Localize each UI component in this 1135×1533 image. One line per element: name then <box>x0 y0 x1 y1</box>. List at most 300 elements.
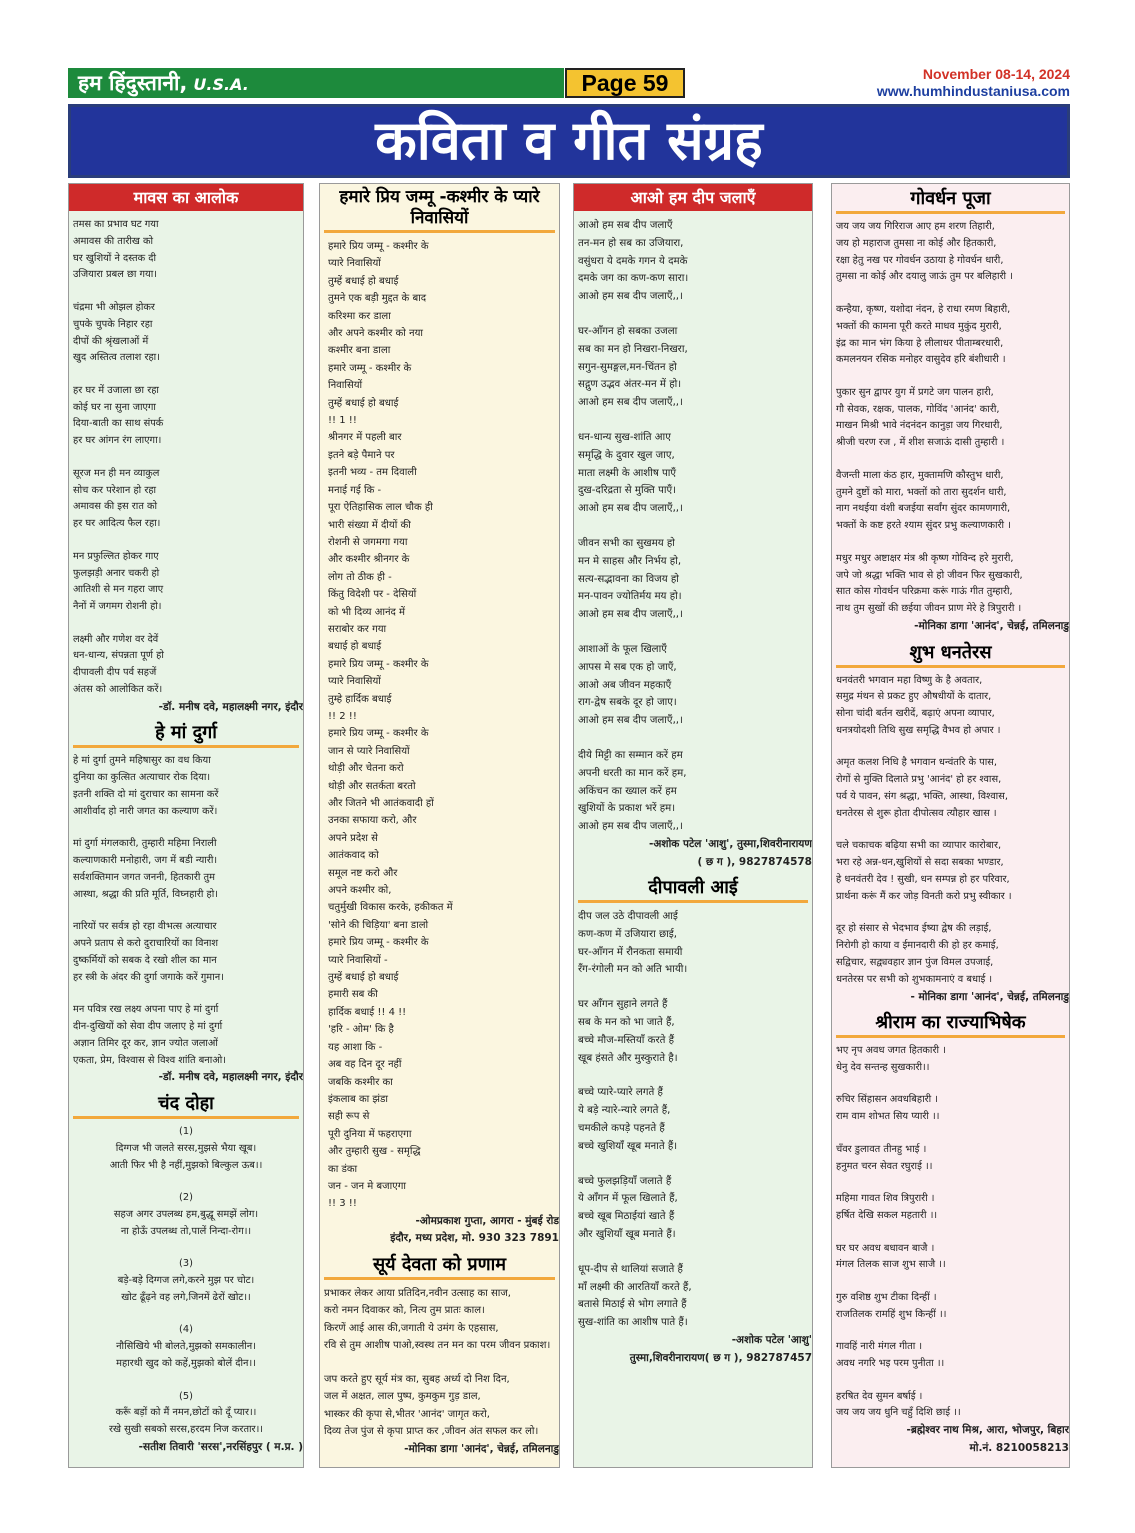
poem-line: आओ हम सब दीप जलाएँ,,। <box>578 821 683 833</box>
poem-line: भास्कर की कृपा से,भीतर 'आनंद' जागृत करो, <box>324 1408 490 1420</box>
poem-line: मन मे साहस और निर्भय हो, <box>578 555 682 567</box>
poem-title: मावस का आलोक <box>69 184 303 211</box>
poem-title: आओ हम दीप जलाएँ <box>574 184 812 211</box>
poem-line: सही रूप से <box>328 1111 370 1123</box>
poem-line: 'सोने की चिड़िया' बना डालो <box>328 919 429 931</box>
stanza-gap <box>73 284 299 300</box>
poem-line: को भी दिव्य आनंद में <box>328 606 406 618</box>
poem-line: दीन-दुखियों को सेवा दीप जलाए हे मां दुर्गा <box>73 1021 223 1033</box>
poem-line: दूर हो संसार से भेदभाव ईष्या द्वेष की लड़ाई, <box>836 923 992 935</box>
poem-title: चंद दोहा <box>73 1090 299 1119</box>
poem-line: प्यारे निवासियों <box>328 676 381 688</box>
poem-line: इंकलाब का झंडा <box>328 1093 388 1105</box>
poem-line: चमकीले कपड़े पहनते हैं <box>578 1123 665 1135</box>
poem-line: दुष्कर्मियों को सबक दे रखो शील का मान <box>73 954 217 966</box>
poem-line: (4) <box>179 1324 193 1336</box>
poem-line: यह आशा कि - <box>328 1041 383 1053</box>
poem-author: -ब्रह्मेश्वर नाथ मिश्र, आरा, भोजपुर, बिहार <box>906 1424 1069 1437</box>
poem-line: बतासे मिठाई से भोग लगाते हैं <box>578 1299 687 1311</box>
poem-line: जल में अक्षत, लाल पुष्प, कुमकुम गुड़ डाल, <box>324 1391 481 1403</box>
poem-body <box>574 908 812 1332</box>
poem-line: हमारे प्रिय जम्मू - कश्मीर के <box>328 937 429 949</box>
poem-line: निरोगी हो काया व ईमानदारी की हो हर कमाई, <box>836 940 999 952</box>
poem-line: प्रार्थना करूं मैं कर जोड़ विनती करो प्रभु स्वीकार । <box>836 890 1012 902</box>
brand-strip <box>68 68 564 98</box>
poem-line: धेनु देव सन्तन्ह सुखकारी।। <box>836 1061 930 1073</box>
poem-line: खोट ढूँढ़ने वह लगे,जिनमें ढेरों खोट।। <box>121 1291 251 1303</box>
poem-line: मन प्रफुल्लित होकर गाए <box>73 550 159 562</box>
poem-line: और तुम्हारी सुख - समृद्धि <box>328 1146 421 1158</box>
poem-line: (3) <box>179 1258 193 1270</box>
poem-line: सहज अगर उपलब्ध हम,बुद्धू समझें लोग। <box>113 1209 259 1220</box>
poem-shriram-rajyabhishek <box>832 1009 1069 1457</box>
poem-line: आपस मे सब एक हो जाएँ, <box>578 661 677 673</box>
poem-line: कन्हैया, कृष्ण, यशोदा नंदन, हे राधा रमण बिहारी, <box>836 303 1011 315</box>
poem-govardhan-puja <box>832 185 1069 636</box>
page-title: कविता व गीत संग्रह <box>68 104 1070 178</box>
poem-maavas <box>69 184 303 716</box>
poem-line: इतनी शक्ति दो मां दुराचार का सामना करें <box>73 789 219 801</box>
poem-line: प्यारे निवासियों <box>328 258 381 270</box>
poem-line: जय जय जय गिरिराज आए हम शरण तिहारी, <box>836 221 995 232</box>
poem-line: सात कोस गोवर्धन परिक्रमा करूं गाऊं गीत तुम्हारी, <box>836 586 1013 598</box>
poem-line: दुनिया का कुत्सित अत्याचार रोक दिया। <box>73 772 211 784</box>
poem-line: धूप-दीप से थालियां सजाते हैं <box>578 1263 683 1275</box>
stanza-gap <box>836 1323 1065 1339</box>
column-4 <box>831 183 1070 1468</box>
poem-line: खुद अस्तित्व तलाश रहा। <box>73 352 160 364</box>
poem-line: और कश्मीर श्रीनगर के <box>328 554 410 566</box>
poem-line: ये आँगन में फूल खिलाते हैं, <box>578 1193 678 1205</box>
poem-line: चुपके चुपके निहार रहा <box>73 318 153 330</box>
stanza-gap <box>836 1126 1065 1142</box>
stanza-gap <box>324 1355 555 1372</box>
poem-line: सब का मन हो निखरा-निखरा, <box>578 343 688 355</box>
poem-line: समुद्र मंथन से प्रकट हुए औषधीयों के दातार, <box>836 691 992 703</box>
poem-line: प्रभाकर लेकर आया प्रतिदिन,नवीन उत्साह का साज, <box>324 1287 511 1299</box>
poem-author: -सतीश तिवारी 'सरस',नरसिंहपुर ( म.प्र. ) <box>138 1441 303 1454</box>
poem-line: धनतेरस पर सभी को शुभकामनाएं व बधाई । <box>836 973 993 985</box>
poem-line: तुम्हे हार्दिक बधाई <box>328 693 392 705</box>
poem-line: भरा रहे अन्न-धन,खुशियों से सदा सबका भण्डार, <box>836 857 1004 869</box>
poem-line: लोग तो ठीक ही - <box>328 571 392 583</box>
poem-line: तमस का प्रभाव घट गया <box>73 219 159 230</box>
stanza-gap <box>578 306 808 323</box>
poem-line: रोगों से मुक्ति दिलाते प्रभु 'आनंद' हो हर श्वास, <box>836 774 1002 786</box>
poem-line: महारथी खुद को कहें,मुझको बोलें दीन।। <box>116 1358 256 1370</box>
poem-line: दिव्य तेज पुंज से कृपा प्राप्त कर ,जीवन अंत सफल कर लो। <box>324 1426 539 1438</box>
poem-line: रखे सुखी सबको सरस,हरदम निज करतार।। <box>108 1424 263 1436</box>
poem-line: आशीर्वाद हो नारी जगत का कल्याण करें। <box>73 805 218 817</box>
poem-line: सुख-शांति का आशीष पाते हैं। <box>578 1317 688 1329</box>
poem-author-phone: मो.नं. 8210058213 <box>969 1441 1069 1454</box>
poem-body <box>320 238 559 1213</box>
poem-line: अपनी धरती का मान करें हम, <box>578 767 687 779</box>
poem-line: धन-धान्य, संपन्नता पूर्ण हो <box>73 650 164 662</box>
poem-line: नाथ तुम सुखों की छईया जीवन प्राण मेरे हे त्रिपुरारी । <box>836 603 1022 615</box>
poem-line: जबकि कश्मीर का <box>328 1076 393 1088</box>
poem-line: सत्य-सद्भावना का विजय हो <box>578 573 679 585</box>
poem-line: समृद्धि के दुवार खुल जाए, <box>578 449 675 461</box>
poem-line: और जितने भी आतंकवादी हों <box>328 798 434 809</box>
poem-title: श्रीराम का राज्याभिषेक <box>836 1009 1065 1038</box>
poem-line: धनत्रयोदशी तिथि सुख समृद्धि वैभव हो अपार । <box>836 724 1001 736</box>
poem-body <box>832 673 1069 989</box>
poem-line: और खुशियाँ खूब मनाते हैं। <box>578 1229 676 1241</box>
poem-line: अमृत कलश निधि है भगवान धन्वंतरि के पास, <box>836 757 998 769</box>
poem-surya-devta <box>320 1251 559 1458</box>
stanza-gap <box>73 367 299 383</box>
poem-line: धन-धान्य सुख-शांति आए <box>578 431 671 443</box>
stanza-gap <box>578 1156 808 1173</box>
poem-line: राग-द्वेष सबके दूर हो जाए। <box>578 697 677 709</box>
poem-title: हमारे प्रिय जम्मू -कश्मीर के प्यारे निवासियों <box>324 186 555 233</box>
poem-line: श्रीजी चरण रज , में शीश सजाऊं दासी तुम्हारी । <box>836 437 1005 449</box>
poem-line: माखन मिश्री भावे नंदनंदन कानुड़ा जय गिरधारी, <box>836 420 1003 432</box>
poem-line: इतने बड़े पैमाने पर <box>328 449 395 461</box>
stanza-gap <box>836 1373 1065 1389</box>
poem-title: शुभ धनतेरस <box>836 639 1065 668</box>
poem-line: करिश्मा कर डाला <box>328 310 391 322</box>
poem-line: चंद्रमा भी ओझल होकर <box>73 301 155 313</box>
poem-line: रँग-रंगोली मन को अति भायी। <box>578 964 688 976</box>
poem-line: सोना चांदी बर्तन खरीदें, बढ़ाएं अपना व्यापार, <box>836 708 995 720</box>
poem-line: महिमा गावत शिव त्रिपुरारी । <box>836 1193 935 1205</box>
poem-line: अपने कश्मीर को, <box>328 885 392 897</box>
poem-line: नैनों में जगमग रोशनी हो। <box>73 601 162 613</box>
poem-line: हर्षित देखि सकल महतारी ।। <box>836 1209 938 1221</box>
poem-line: चँवर डुलावत तीनहु भाई । <box>836 1143 927 1155</box>
poem-line: घर आँगन सुहाने लगते हैं <box>578 999 668 1011</box>
poem-line: वसुंधरा ये दमके गगन ये दमके <box>578 255 688 267</box>
poem-author-address: तुस्मा,शिवरीनारायण( छ ग ), 982787457 <box>629 1351 812 1364</box>
poem-line: उनका सफाया करो, और <box>328 815 417 827</box>
poem-line: दमके जग का कण-कण सारा। <box>578 273 689 285</box>
poem-line: भक्तों की कामना पूरी करते माधव मुकुंद मुरारी, <box>836 320 1002 332</box>
poem-author: -मोनिका डागा 'आनंद', चेन्नई, तमिलनाडु <box>404 1442 559 1455</box>
poem-line: आतंकवाद को <box>328 850 379 862</box>
poem-body <box>832 1043 1069 1422</box>
poem-author: -अशोक पटेल 'आशु', तुस्मा,शिवरीनारायण <box>649 837 812 850</box>
poem-line: उजियारा प्रबल छा गया। <box>73 269 157 281</box>
poem-line: कल्याणकारी मनोहारी, जग में बडी न्यारी। <box>73 855 218 867</box>
poem-line: बच्चे मौज-मस्तियाँ करते हैं <box>578 1034 675 1046</box>
poem-line: सोच कर परेशान हो रहा <box>73 484 157 496</box>
poem-line: बच्चे खूब मिठाईयां खाते हैं <box>578 1211 675 1223</box>
poem-line: फुलझड़ी अनार चकरी हो <box>73 567 160 579</box>
stanza-gap <box>578 730 808 747</box>
poem-line: हमारे जम्मू - कश्मीर के <box>328 362 412 374</box>
poem-line: हमारे प्रिय जम्मू - कश्मीर के <box>328 728 429 740</box>
poem-line: (2) <box>179 1192 193 1204</box>
poem-line: इंद्र का मान भंग किया हे लीलाधर पीताम्बरधारी, <box>836 337 1004 349</box>
poem-line: तुम्हें बधाई हो बधाई <box>328 275 399 287</box>
poem-line: जय जय जय धुनि चहुँ दिशि छाई ।। <box>836 1407 961 1419</box>
poem-line: अमावस की तारीख को <box>73 235 154 247</box>
poem-line: किरणें आई आस की,जगाती ये उमंग के एहसास, <box>324 1322 499 1334</box>
stanza-gap <box>578 412 808 429</box>
poem-line: राम वाम शोभत सिय प्यारी ।। <box>836 1111 940 1123</box>
poem-line: भारी संख्या में दीयों की <box>328 519 411 531</box>
poem-line: बड़े-बड़े दिग्गज लगे,करने मुझ पर चोट। <box>117 1275 255 1287</box>
poem-body <box>69 1124 303 1439</box>
poem-jammu-kashmir <box>320 186 559 1248</box>
poem-line: सद्गुण उद्भव अंतर-मन में हो। <box>578 379 682 391</box>
poem-line: (1) <box>179 1126 193 1138</box>
poem-line: हे मां दुर्गा तुमने महिषासुर का वध किया <box>73 755 211 767</box>
poem-line: आओ हम सब दीप जलाएँ,,। <box>578 715 683 727</box>
poem-line: खूब हंसते और मुस्कुराते है। <box>578 1052 678 1064</box>
poem-line: एकता, प्रेम, विश्वास से विश्व शांति बनाओ। <box>73 1054 227 1066</box>
poem-author: -अशोक पटेल 'आशु' <box>731 1334 812 1347</box>
poem-line: मधुर मधुर अष्टाक्षर मंत्र श्री कृष्ण गोविन्द हरे मुरारी, <box>836 552 1014 564</box>
poem-line: पूरी दुनिया में फहराएगा <box>328 1128 412 1140</box>
poem-author: - मोनिका डागा 'आनंद', चेन्नई, तमिलनाडु <box>910 990 1069 1003</box>
poem-line: दीपावली दीप पर्व सहजें <box>73 667 157 679</box>
poem-line: माँ लक्ष्मी की आरतियाँ करते हैं, <box>578 1281 692 1293</box>
poem-line: हरषित देव सुमन बर्षाई । <box>836 1390 923 1402</box>
poem-line: हनुमत चरन सेवत रघुराई ।। <box>836 1160 933 1172</box>
poem-line: आओ अब जीवन महकाएँ <box>578 679 672 691</box>
poem-line: लक्ष्मी और गणेश वर देवें <box>73 633 159 645</box>
poem-title: हे मां दुर्गा <box>73 719 299 748</box>
poem-line: आओ हम सब दीप जलाएँ <box>578 220 673 231</box>
poem-line: प्यारे निवासियों - <box>328 954 388 966</box>
stanza-gap <box>836 823 1065 839</box>
poem-body <box>320 1285 559 1441</box>
poem-he-maa-durga <box>69 719 303 1087</box>
poem-line: भए नृप अवध जगत हितकारी । <box>836 1045 946 1057</box>
poem-line: तुमने एक बड़ी मुद्दत के बाद <box>328 293 427 305</box>
poem-line: थोड़ी और सतर्कता बरतो <box>328 780 416 792</box>
poem-line: कोई घर ना सुना जाएगा <box>73 401 156 413</box>
poem-line: बच्चे खुशियाँ खूब मनाते हैं। <box>578 1140 678 1152</box>
stanza-gap <box>836 740 1065 756</box>
poem-line: सूरज मन ही मन व्याकुल <box>73 467 160 479</box>
stanza-gap <box>836 369 1065 385</box>
poem-line: बच्चे प्यारे-प्यारे लगते हैं <box>578 1087 663 1099</box>
poem-line: तन-मन हो सब का उजियारा, <box>578 237 684 249</box>
poem-line: जान से प्यारे निवासियों <box>328 745 410 757</box>
poem-line: गुरु वशिष्ठ शुभ टीका दिन्हीं । <box>836 1291 937 1303</box>
poem-line: ना होऊँ उपलब्ध तो,पालें निन्दा-रोग।। <box>120 1225 252 1237</box>
poem-body <box>69 217 303 699</box>
poem-line: आती फिर भी है नहीं,मुझको बिल्कुल ऊब।। <box>109 1159 263 1171</box>
stanza-gap <box>836 535 1065 551</box>
poem-author: -ओमप्रकाश गुप्ता, आगरा - मुंबई रोड <box>415 1214 559 1227</box>
poem-author: -मोनिका डागा 'आनंद', चेन्नई, तमिलनाडु <box>914 619 1069 632</box>
stanza-gap <box>73 616 299 632</box>
poem-line: दिग्गज भी जलते सरस,मुझसे भैया खूब। <box>115 1142 257 1154</box>
poem-line: हर स्त्री के अंदर की दुर्गा जगाके करें गुमान। <box>73 971 224 983</box>
poem-line: हार्दिक बधाई !! 4 !! <box>328 1006 407 1018</box>
masthead <box>68 66 1070 100</box>
stanza-gap <box>578 518 808 535</box>
poem-line: अब वह दिन दूर नहीं <box>328 1059 402 1071</box>
poem-line: सगुन-सुमङ्गल,मन-चिंतन हो <box>578 361 677 373</box>
poem-line: गावहिं नारी मंगल गीता । <box>836 1341 923 1353</box>
poem-line: घर खुशियों ने दस्तक दी <box>73 252 156 264</box>
poem-line: और अपने कश्मीर को नया <box>328 328 424 340</box>
poem-line: धनतेरस से शुरू होता दीपोत्सव त्यौहार खास । <box>836 807 997 819</box>
poem-body <box>832 219 1069 618</box>
poem-line: आतिशी से मन गहरा जाए <box>73 584 164 596</box>
poem-title: दीपावली आई <box>578 874 808 903</box>
poem-line: दुख-दरिद्रता से मुक्ति पाएँ। <box>578 485 677 497</box>
poem-line: रक्षा हेतु नख पर गोवर्धन उठाया हे गोवर्धन धारी, <box>836 254 1004 266</box>
column-1 <box>68 183 304 1468</box>
poem-line: घर घर अवध बधावन बाजै । <box>836 1242 935 1254</box>
poem-line: जय हो महाराज तुमसा ना कोई और हितकारी, <box>836 237 997 249</box>
poem-line: !! 2 !! <box>328 710 357 722</box>
poem-line: आशाओं के फूल खिलाएँ <box>578 643 667 655</box>
stanza-gap <box>73 533 299 549</box>
poem-line: आओ हम सब दीप जलाएँ,,। <box>578 609 683 621</box>
poem-line: पूरा ऐतिहासिक लाल चौक ही <box>328 502 433 514</box>
poem-line: करो नमन दिवाकर को, नित्य तुम प्रातः काल। <box>324 1305 485 1317</box>
poem-line: ये बड़े न्यारे-न्यारे लगते हैं, <box>578 1105 671 1117</box>
issue-info <box>877 66 1070 100</box>
poem-line: सब के मन को भा जाते हैं, <box>578 1017 675 1029</box>
poem-line: कश्मीर बना डाला <box>328 345 391 357</box>
poem-line: खुशियों के प्रकाश भरें हम। <box>578 803 676 815</box>
stanza-gap <box>578 1244 808 1261</box>
stanza-gap <box>73 821 299 837</box>
poem-line: हमारी सब की <box>328 989 378 1001</box>
poem-deepawali-aai <box>574 874 812 1367</box>
poem-line: भक्तों के कष्ट हरते श्याम सुंदर प्रभु कल्याणकारी । <box>836 520 1011 532</box>
brand-name: हम हिंदुस्तानी, <box>78 71 188 95</box>
stanza-gap <box>578 1067 808 1084</box>
poem-line: !! 1 !! <box>328 415 357 427</box>
poem-line: तुमने दुष्टों को मारा, भक्तों को तारा सुदर्शन धारी, <box>836 486 1007 498</box>
poem-line: अमावस की इस रात को <box>73 501 158 513</box>
poem-title: सूर्य देवता को प्रणाम <box>324 1251 555 1280</box>
poem-line: मन-पावन ज्योतिर्मय मय हो। <box>578 591 682 603</box>
poem-line: माता लक्ष्मी के आशीष पाएँ <box>578 467 677 479</box>
stanza-gap <box>836 286 1065 302</box>
poem-line: हर घर आदित्य फैल रहा। <box>73 518 161 530</box>
poem-author: -डॉ. मनीष दवे, महालक्ष्मी नगर, इंदौर <box>158 1071 303 1084</box>
poem-line: जन - जन मे बजाएगा <box>328 1180 406 1192</box>
poem-line: नारियों पर सर्वत्र हो रहा वीभत्स अत्याचार <box>73 921 217 933</box>
poem-line: चले चकाचक बढ़िया सभी का व्यापार कारोबार, <box>836 840 1002 852</box>
issue-date: November 08-14, 2024 <box>922 66 1070 82</box>
poem-line: सर्वशक्तिमान जगत जननी, हितकारी तुम <box>73 872 215 883</box>
poem-line: अवध नगरि भइ परम पुनीता ।। <box>836 1357 945 1369</box>
poem-line: आओ हम सब दीप जलाएँ,,। <box>578 397 683 409</box>
poem-line: चतुर्मुखी विकास करके, हकीकत में <box>328 902 453 914</box>
poem-line: हमारे प्रिय जम्मू - कश्मीर के <box>328 658 429 670</box>
poem-line: घर-आँगन हो सबका उजला <box>578 325 678 337</box>
stanza-gap <box>836 906 1065 922</box>
stanza-gap <box>836 1225 1065 1241</box>
stanza-gap <box>73 1174 299 1190</box>
poem-line: नाग नथईया वंशी बजईया सर्वांग सुंदर कामणगारी, <box>836 503 1011 515</box>
poem-line: तुम्हें बधाई हो बधाई <box>328 397 399 409</box>
poem-line: पुकार सुन द्वापर युग में प्रगटे जग पालन हारी, <box>836 386 994 398</box>
poem-line: वैजन्ती माला कंठ हार, मुक्तामणि कौस्तुभ धारी, <box>836 469 1004 481</box>
stanza-gap <box>73 1307 299 1323</box>
brand-sub: U.S.A. <box>193 75 249 94</box>
poem-line: अंतस को आलोकित करें। <box>73 684 163 696</box>
stanza-gap <box>578 979 808 996</box>
poem-line: नौसिखिये भी बोलते,मुझको समकालीन। <box>116 1341 256 1353</box>
poem-line: दिया-बाती का साथ संपर्क <box>73 418 164 430</box>
poem-line: दीप जल उठे दीपावली आई <box>578 911 678 923</box>
poem-line: मनाई गई कि - <box>328 484 382 496</box>
column-3 <box>573 183 813 1468</box>
poem-line: किंतु विदेशी पर - देसियों <box>328 589 417 601</box>
stanza-gap <box>73 450 299 466</box>
poem-line: रुचिर सिंहासन अवधबिहारी । <box>836 1094 939 1106</box>
poem-line: कण-कण में उजियारा छाई, <box>578 928 678 940</box>
poem-title: गोवर्धन पूजा <box>836 185 1065 214</box>
poem-line: तुम्हें बधाई हो बधाई <box>328 972 399 984</box>
stanza-gap <box>836 452 1065 468</box>
website-link[interactable]: www.humhindustaniusa.com <box>876 83 1070 99</box>
stanza-gap <box>73 1373 299 1389</box>
stanza-gap <box>73 904 299 920</box>
poem-line: श्रीनगर में पहली बार <box>328 432 402 444</box>
poem-line: मन पवित्र रख लक्ष्य अपना पाए हे मां दुर्गा <box>73 1004 219 1016</box>
poem-line: धनवंतरी भगवान महा विष्णु के है अवतार, <box>836 674 983 686</box>
column-2 <box>319 183 560 1468</box>
stanza-gap <box>73 1241 299 1257</box>
poem-line: बच्चे फुलझड़ियाँ जलाते हैं <box>578 1175 672 1187</box>
poem-line: हर घर आंगन रंग लाएगा। <box>73 435 162 447</box>
poem-line: राजतिलक रामहिं शुभ किन्हीं ।। <box>836 1308 947 1320</box>
poem-line: आस्था, श्रद्धा की प्रति मूर्ति, विघ्नहारी हो। <box>73 888 218 900</box>
stanza-gap <box>836 1175 1065 1191</box>
poem-line: 'हरि - ओम' कि है <box>328 1024 394 1036</box>
poem-line: मां दुर्गा मंगलकारी, तुम्हारी महिमा निराली <box>73 838 217 850</box>
poem-line: अपने प्रदेश से <box>328 832 378 844</box>
poem-line: हमारे प्रिय जम्मू - कश्मीर के <box>328 241 429 252</box>
poem-line: सद्विचार, सद्व्यवहार ज्ञान पुंज विमल उपजाई, <box>836 956 994 968</box>
poem-line: सराबोर कर गया <box>328 623 387 635</box>
poem-line: घर-आँगन में रौनकता समायी <box>578 946 683 958</box>
poem-line: रवि से तुम आशीष पाओ,स्वस्थ तन मन का परम जीवन प्रकाश। <box>324 1340 551 1352</box>
poem-line: जपे जो श्रद्धा भक्ति भाव से हो जीवन फिर सुखकारी, <box>836 569 1023 581</box>
poem-line: अकिंचन का ख्याल करें हम <box>578 785 677 797</box>
stanza-gap <box>836 1077 1065 1093</box>
poem-line: करूँ बड़ों को मैं नमन,छोटों को दूँ प्यार।। <box>115 1407 257 1419</box>
poem-line: मंगल तिलक साज शुभ साजै ।। <box>836 1259 946 1271</box>
poem-line: रोशनी से जगमगा गया <box>328 536 408 548</box>
poem-line: तुमसा ना कोई और दयालु जाऊं तुम पर बलिहारी । <box>836 271 1013 283</box>
poem-line: जीवन सभी का सुखमय हो <box>578 537 675 549</box>
poem-author-address: ( छ ग ), 9827874578 <box>697 855 812 868</box>
poem-line: हर घर में उजाला छा रहा <box>73 384 159 396</box>
poem-line: का डंका <box>328 1163 358 1175</box>
poem-line: !! 3 !! <box>328 1198 357 1210</box>
poem-line: गौ सेवक, रक्षक, पालक, गोविंद 'आनंद' कारी, <box>836 403 1000 415</box>
poem-author-address: इंदौर, मध्य प्रदेश, मो. 930 323 7891 <box>390 1232 559 1245</box>
poem-line: आओ हम सब दीप जलाएँ,,। <box>578 503 683 515</box>
poem-line: आओ हम सब दीप जलाएँ,,। <box>578 291 683 303</box>
stanza-gap <box>578 624 808 641</box>
poem-aao-hum-deep <box>574 184 812 871</box>
poem-line: जप करते हुए सूर्य मंत्र का, सुबह अर्ध्य दो निश दिन, <box>324 1374 510 1386</box>
poem-line: थोड़ी और चेतना करो <box>328 763 404 775</box>
stanza-gap <box>73 987 299 1003</box>
poem-line: समूल नष्ट करो और <box>328 867 398 879</box>
poem-author: -डॉ. मनीष दवे, महालक्ष्मी नगर, इंदौर <box>158 700 303 713</box>
poem-body <box>69 753 303 1069</box>
page-number: Page 59 <box>565 68 685 98</box>
poem-line: दीये मिट्टी का सम्मान करें हम <box>578 749 683 761</box>
